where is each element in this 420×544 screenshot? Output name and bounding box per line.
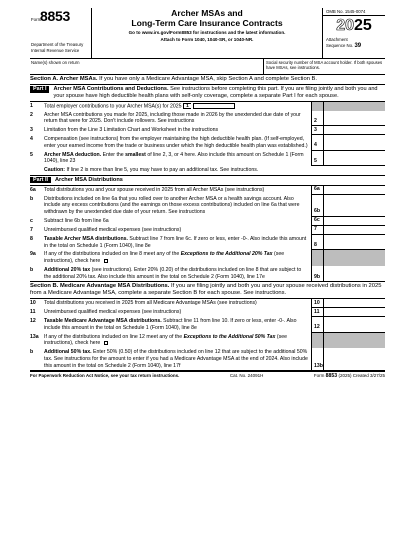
footer-form-word: Form <box>313 373 325 379</box>
line-6b-col-number: 6b <box>311 195 323 217</box>
line-number: b <box>30 195 34 202</box>
line-13a-checkbox[interactable] <box>104 341 108 345</box>
line-5-text-a: Enter the <box>101 151 126 158</box>
line-text <box>44 102 311 111</box>
tax-year-suffix: 25 <box>354 17 372 35</box>
line-9b-col-number: 9b <box>311 266 323 282</box>
ssn-field[interactable] <box>263 59 385 75</box>
line-11 <box>30 308 385 317</box>
form-header <box>30 8 385 59</box>
part1-header <box>30 85 385 102</box>
line-number: 6a <box>30 186 36 193</box>
form-number: 8853 <box>40 8 70 24</box>
part1-description: See instructions before completing this part. If you are filing jointly and both you and your spouse have high deductible health plans with self-only coverage, complete a separate Part I for each spouse. <box>53 85 378 99</box>
paperwork-notice: For Paperwork Reduction Act Notice, see your tax return instructions. <box>30 373 180 379</box>
line-13a-text <box>44 333 311 349</box>
attachment-sequence <box>323 37 385 50</box>
section-a-header <box>30 75 385 85</box>
line-9a-text-b: (see instructions), check here <box>44 251 285 265</box>
line-5-col-number: 5 <box>311 151 323 167</box>
line-13a <box>30 333 385 349</box>
line-number: 9a <box>30 251 36 258</box>
line-13a-exceptions: Exceptions to the Additional 50% Tax <box>183 333 276 340</box>
footer-revision: (2025) Created 3/27/25 <box>338 373 385 379</box>
form-title-block <box>92 8 322 59</box>
line-13b-rest: Enter 50% (0.50) of the distributions included on line 12 that are subject to the additional 50% tax. See instructions for the amount to enter if you had a Medicare Advantage MSA at the end of 2024. Also include this amount in the total on Schedule 2 (Form 1040), line 17f <box>44 349 308 369</box>
line-2 <box>30 111 385 127</box>
dept-line1: Department of the Treasury <box>31 42 84 47</box>
part1-title: Archer MSA Contributions and Deductions. <box>53 85 169 92</box>
line-12-col-number: 12 <box>311 317 323 333</box>
form-title-line2: Long-Term Care Insurance Contracts <box>131 18 283 29</box>
line-7-text: Unreimbursed qualified medical expenses (see instructions) <box>44 226 182 233</box>
line-9a-exceptions: Exceptions to the Additional 20% Tax <box>180 251 273 258</box>
line-6b-amount-field[interactable] <box>323 195 385 217</box>
line-number: 11 <box>30 309 36 316</box>
line-13b-bold: Additional 50% tax. <box>44 349 92 356</box>
line-number: 2 <box>30 111 33 118</box>
line-3-col-number: 3 <box>311 126 323 135</box>
line-10-text: Total distributions you received in 2025 from all Medicare Advantage MSAs (see instructions) <box>44 300 257 307</box>
line-2-text: Archer MSA contributions you made for 2025, including those made in 2026 by the unextended due date of your return that were for 2025. Don't include rollovers. See instructions <box>44 111 301 125</box>
line-2-amount-field[interactable] <box>323 111 385 127</box>
section-a-text: If you have only a Medicare Advantage MSA, skip Section A and complete Section B. <box>99 76 318 82</box>
department <box>31 42 83 53</box>
sequence-label: Sequence No. <box>326 42 354 48</box>
line-13a-text-a: If any of the distributions included on line 12 meet any of the <box>44 333 184 340</box>
line-12-bold: Taxable Medicare Advantage MSA distributions. <box>44 318 162 325</box>
line-6a <box>30 186 385 195</box>
line-8-col-number: 8 <box>311 235 323 251</box>
attachment-label: Attachment <box>326 37 348 43</box>
line-12 <box>30 317 385 333</box>
form-page <box>30 8 385 380</box>
line-6a-text: Total distributions you and your spouse received in 2025 from all Archer MSAs (see instructions) <box>44 186 265 193</box>
line-7-amount-field[interactable] <box>323 226 385 235</box>
ssn-field-label: Social security number of MSA account holder. If both spouses have MSAs, see instructions. <box>266 60 383 71</box>
line-8-amount-field[interactable] <box>323 235 385 251</box>
line-9b-rest: (see instructions). Enter 20% (0.20) of the distributions included on line 8 that are subject to the additional 20% tax. Also include this amount in the total on Schedule 2 (Form 1040), line 17e <box>44 266 302 280</box>
footer-form-number: 8853 <box>325 373 338 380</box>
name-field-label: Name(s) shown on return <box>31 60 80 65</box>
line-1-box-number: 1 <box>183 103 191 109</box>
line-13b-col-number: 13b <box>311 348 323 370</box>
line-9b <box>30 266 385 283</box>
sequence-number: 39 <box>354 42 362 49</box>
line-1 <box>30 102 385 111</box>
line-6c-amount-field[interactable] <box>323 217 385 226</box>
form-word: Form <box>31 17 42 22</box>
line-6a-col-number: 6a <box>311 186 323 195</box>
line-9a <box>30 250 385 266</box>
tax-year-prefix: 20 <box>336 17 354 35</box>
line-9b-amount-field[interactable] <box>323 266 385 282</box>
part1-text <box>53 85 385 101</box>
line-5-text <box>44 151 311 167</box>
line-number: c <box>30 217 33 224</box>
line-11-text: Unreimbursed qualified medical expenses (see instructions) <box>44 309 182 316</box>
line-5-bold2: smallest <box>125 151 146 158</box>
line-6c <box>30 217 385 226</box>
caution-note <box>30 166 385 176</box>
line-number: 7 <box>30 226 33 233</box>
line-13a-text-b: (see instructions), check here <box>44 333 287 347</box>
line-4-amount-field[interactable] <box>323 135 385 151</box>
line-2-col-number: 2 <box>311 111 323 127</box>
line-5 <box>30 151 385 167</box>
line-1-text: Total employer contributions to your Archer MSA(s) for 2025 <box>44 102 182 109</box>
line-3-text: Limitation from the Line 3 Limitation Chart and Worksheet in the instructions <box>44 127 219 134</box>
line-9b-bold: Additional 20% tax <box>44 266 91 273</box>
name-row <box>30 59 385 75</box>
instructions-link-line: Go to www.irs.gov/Form8853 for instructions and the latest information. <box>128 30 286 36</box>
line-10 <box>30 299 385 308</box>
omb-number: OMB No. 1545-0074 <box>323 8 385 16</box>
line-6a-amount-field[interactable] <box>323 186 385 195</box>
caution-text: If line 2 is more than line 5, you may have to pay an additional tax. See instructions. <box>65 167 259 174</box>
tax-year <box>323 18 385 34</box>
line-5-text-b: of line 2, 3, or 4 here. Also include this amount on Schedule 1 (Form 1040), line 23 <box>44 151 304 165</box>
form-footer <box>30 370 385 380</box>
line-3 <box>30 126 385 135</box>
section-b-title: Section B. Medicare Advantage MSA Distributions. <box>30 283 170 290</box>
line-13b-text <box>44 348 311 370</box>
line-9a-text <box>44 250 311 266</box>
line-12-amount-field[interactable] <box>323 317 385 333</box>
line-12-text <box>44 317 311 333</box>
line-7 <box>30 226 385 235</box>
line-5-amount-field[interactable] <box>323 151 385 167</box>
line-1-amount-field[interactable] <box>193 103 235 109</box>
line-6b-text: Distributions included on line 6a that you rolled over to another Archer MSA or a health savings account. Also include any excess contributions (and the earnings on those excess contributions) included on line 6a that were withdrawn by the unextended due date of your return. See instructions <box>44 195 300 216</box>
line-8-text <box>44 235 311 251</box>
line-number: 3 <box>30 127 33 134</box>
line-9a-text-a: If any of the distributions included on line 8 meet any of the <box>44 251 181 258</box>
line-number: 4 <box>30 136 33 143</box>
line-4 <box>30 135 385 151</box>
line-number: 12 <box>30 318 36 325</box>
line-number: 10 <box>30 300 36 307</box>
line-8 <box>30 235 385 251</box>
line-13b-amount-field[interactable] <box>323 348 385 370</box>
line-number: 13a <box>30 333 39 340</box>
line-number: b <box>30 266 34 273</box>
line-9a-checkbox[interactable] <box>104 259 108 263</box>
line-6b <box>30 195 385 217</box>
section-b-text: If you are filing jointly and both you and your spouse received distributions in 2025 from a Medicare Advantage MSA, complete a separate Section B for each spouse. See instructions. <box>30 283 382 297</box>
line-8-rest: Subtract line 7 from line 6c. If zero or less, enter -0-. Also include this amount in the total on Schedule 1 (Form 1040), line 8e <box>44 235 307 249</box>
line-6c-text: Subtract line 6b from line 6a <box>44 217 109 224</box>
line-12-rest: Subtract line 11 from line 10. If zero or less, enter -0-. Also include this amount in the total on Schedule 1 (Form 1040), line 8e <box>44 318 297 331</box>
caution-label: Caution: <box>44 167 66 174</box>
line-11-amount-field[interactable] <box>323 308 385 317</box>
line-11-col-number: 11 <box>311 308 323 317</box>
omb-block <box>322 8 385 59</box>
line-9b-text <box>44 266 311 282</box>
line-number: b <box>30 349 34 356</box>
line-7-col-number: 7 <box>311 226 323 235</box>
line-10-amount-field[interactable] <box>323 299 385 308</box>
line-3-amount-field[interactable] <box>323 126 385 135</box>
section-b-header <box>30 282 385 299</box>
part2-text <box>55 176 123 185</box>
form-id-block <box>30 8 92 59</box>
line-8-bold: Taxable Archer MSA distributions. <box>44 235 128 242</box>
line-5-bold: Archer MSA deduction. <box>44 151 102 158</box>
attach-line: Attach to Form 1040, 1040-SR, or 1040-NR. <box>160 36 254 42</box>
dept-line2: Internal Revenue Service <box>31 47 80 53</box>
part2-title: Archer MSA Distributions <box>54 176 123 183</box>
part1-tag: Part I <box>30 86 49 93</box>
line-number: 1 <box>30 102 33 109</box>
catalog-number: Cat. No. 24091H <box>229 373 264 379</box>
line-6c-col-number: 6c <box>311 217 323 226</box>
part2-header <box>30 176 385 186</box>
line-4-col-number: 4 <box>311 135 323 151</box>
section-a-title: Section A. Archer MSAs. <box>30 76 98 82</box>
line-10-col-number: 10 <box>311 299 323 308</box>
form-title-line1: Archer MSAs and <box>171 8 243 18</box>
line-4-text: Compensation (see instructions) from the employer maintaining the high deductible health plan. (If self-employed, enter your earned income from the trade or business under which the high deductible health plan was established.) <box>44 136 308 149</box>
line-number: 5 <box>30 151 33 158</box>
part2-tag: Part II <box>30 177 51 184</box>
line-number: 8 <box>30 235 33 242</box>
footer-form-id <box>314 373 385 380</box>
line-13b <box>30 348 385 370</box>
